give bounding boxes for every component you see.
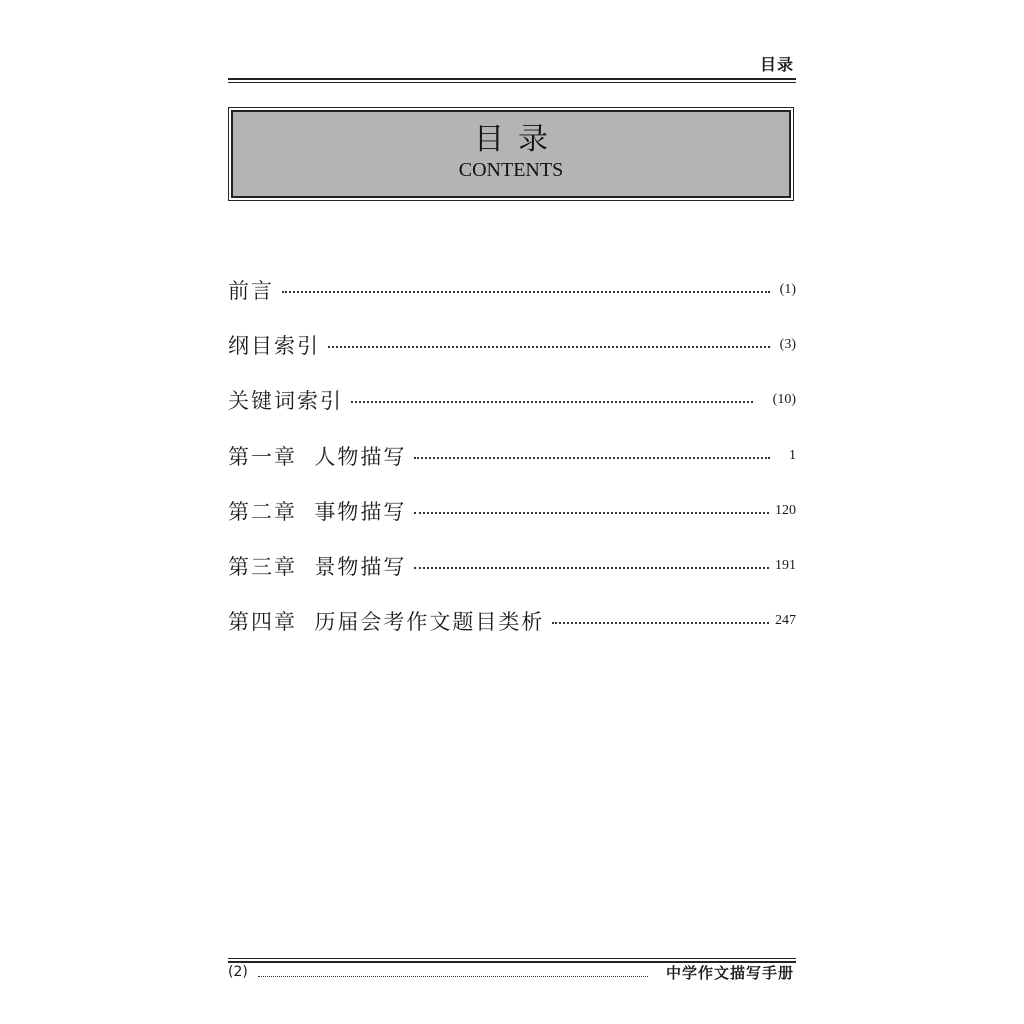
- running-header-title: 目录: [759, 55, 794, 74]
- toc-entry-label: 前言: [228, 278, 274, 303]
- document-page: [228, 0, 796, 1024]
- toc-entry-label: 第一章 人物描写: [228, 444, 407, 469]
- toc-dot-leader: [414, 512, 769, 514]
- contents-banner-fill: [231, 110, 791, 198]
- contents-banner: [228, 107, 794, 201]
- toc-dot-leader: [414, 567, 769, 569]
- footer-book-title: 中学作文描写手册: [665, 964, 794, 982]
- running-footer: [228, 956, 796, 986]
- toc-entry-chapter-4[interactable]: [228, 594, 796, 649]
- footer-page-number: (2): [228, 964, 248, 980]
- toc-dot-leader: [552, 622, 769, 624]
- toc-entry-page: 191: [775, 558, 796, 574]
- toc-entry-page: (3): [779, 336, 796, 352]
- toc-entry-label: 第四章 历届会考作文题目类析: [228, 610, 545, 635]
- toc-dot-leader: [351, 401, 753, 403]
- toc-entry-label: 第三章 景物描写: [228, 555, 407, 580]
- toc-entry-page: (10): [772, 392, 796, 408]
- table-of-contents: [228, 262, 796, 649]
- toc-dot-leader: [328, 346, 770, 348]
- toc-entry-page: 1: [789, 447, 796, 463]
- header-rule-thick: [228, 78, 796, 80]
- toc-entry-chapter-2[interactable]: [228, 483, 796, 538]
- toc-entry-label: 纲目索引: [228, 333, 320, 358]
- toc-entry-keyword-index[interactable]: [228, 373, 796, 428]
- toc-entry-label: 第二章 事物描写: [228, 499, 407, 524]
- toc-entry-chapter-3[interactable]: [228, 538, 796, 593]
- banner-subtitle: CONTENTS: [458, 159, 564, 181]
- header-rule-thin: [228, 82, 796, 83]
- toc-entry-outline-index[interactable]: [228, 317, 796, 372]
- toc-dot-leader: [414, 457, 770, 459]
- toc-entry-page: (1): [779, 281, 796, 297]
- running-header: [228, 48, 796, 82]
- toc-entry-chapter-1[interactable]: [228, 428, 796, 483]
- banner-title: 目录: [474, 122, 562, 157]
- toc-entry-page: 120: [775, 502, 796, 518]
- toc-entry-label: 关键词索引: [228, 389, 343, 414]
- toc-entry-preface[interactable]: [228, 262, 796, 317]
- toc-entry-page: 247: [775, 613, 796, 629]
- toc-dot-leader: [282, 291, 770, 293]
- footer-dot-leader: [258, 976, 648, 977]
